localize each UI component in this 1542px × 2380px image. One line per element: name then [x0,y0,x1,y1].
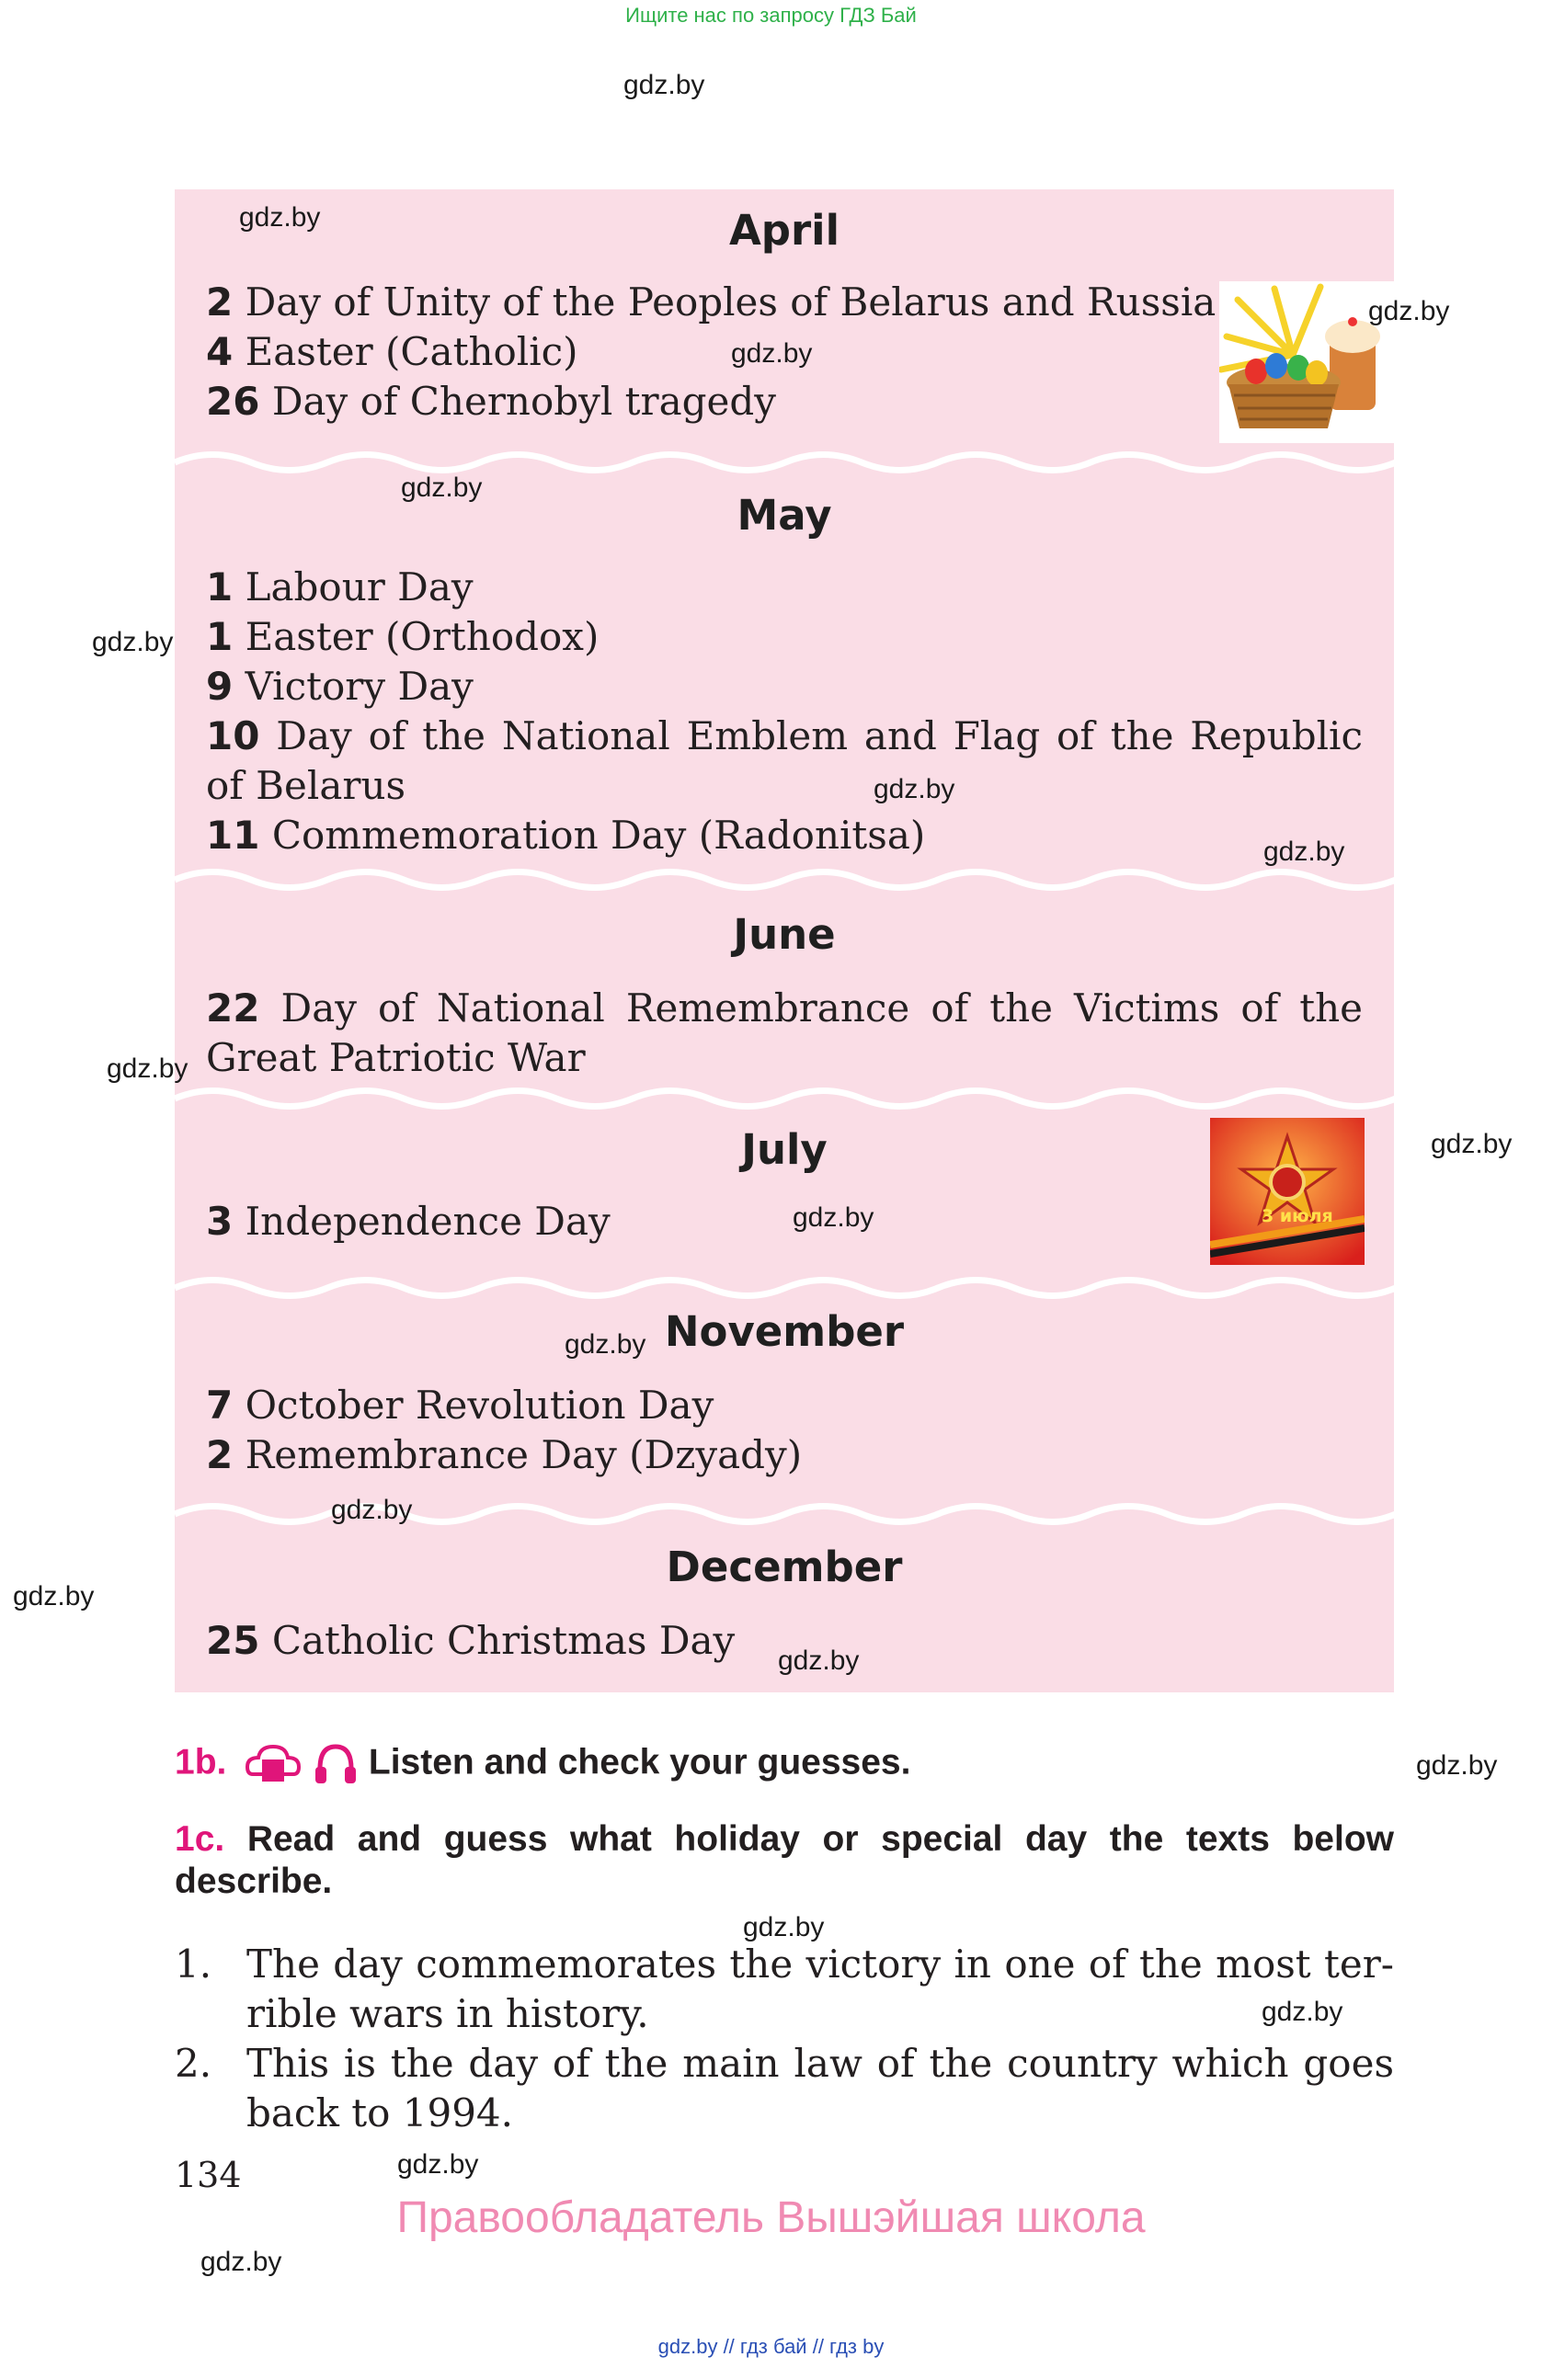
holiday-text: Victory Day [245,664,474,709]
month-heading-april: April [728,206,840,255]
month-heading-june: June [733,910,836,959]
watermark: gdz.by [1416,1750,1498,1781]
watermark: gdz.by [778,1646,860,1676]
headphones-icon [313,1741,359,1787]
watermark: gdz.by [874,774,955,804]
july-image-caption: 3 июля [1262,1206,1333,1226]
holiday-day: 9 [206,664,234,709]
holiday-day: 1 [206,614,234,659]
holiday-text: Day of Chernobyl tragedy [271,379,776,424]
holiday-day: 7 [206,1383,234,1428]
watermark: gdz.by [397,2149,479,2180]
holiday-text: Day of the National Emblem and Flag of the Republic of Belarus [206,713,1363,808]
month-heading-november: November [664,1307,905,1356]
watermark: gdz.by [1262,1997,1343,2027]
independence-day-illustration [1210,1118,1365,1265]
holiday-entry [206,1430,802,1480]
holiday-text: Day of Unity of the Peoples of Belarus and Russia [245,279,1216,325]
watermark: gdz.by [239,202,321,233]
exercise-number: 1b. [175,1742,227,1782]
month-heading-july: July [741,1125,828,1174]
footer-links: gdz.by // гдз бай // гдз by [657,2335,885,2358]
holiday-text: Easter (Orthodox) [245,614,600,659]
exercise-number: 1c. [175,1819,225,1859]
wave-divider [175,1272,1394,1304]
holiday-entry [206,563,474,612]
watermark: gdz.by [107,1053,188,1084]
holiday-text: October Revolution Day [245,1383,714,1428]
watermark: gdz.by [623,70,705,100]
list-item [175,1940,1394,2039]
holiday-day: 22 [206,985,260,1031]
holiday-entry [206,1381,714,1430]
holiday-day: 2 [206,279,234,325]
watermark: gdz.by [731,338,813,369]
holiday-entry [206,1616,735,1666]
watermark: gdz.by [401,473,483,503]
holiday-day: 3 [206,1199,234,1244]
wave-divider [175,1083,1394,1114]
exercise-1c [175,1818,1394,1903]
holiday-entry [206,712,1363,811]
watermark: gdz.by [92,627,174,657]
item-text: The day commemorates the victory in one of the most ter-rible wars in history. [246,1942,1394,2036]
holiday-day: 25 [206,1618,260,1663]
holiday-entry [206,612,599,662]
watermark: gdz.by [1431,1129,1513,1159]
watermark: gdz.by [200,2247,282,2277]
page-number: 134 [175,2155,242,2195]
holiday-text: Independence Day [245,1199,611,1244]
holiday-entry [206,984,1363,1083]
exercise-instruction: Read and guess what holiday or special day the texts below describe. [175,1819,1394,1901]
holiday-entry [206,377,776,427]
watermark: gdz.by [565,1329,646,1360]
holiday-text: Easter (Catholic) [245,329,578,374]
holiday-entry [206,278,1216,327]
item-text: This is the day of the main law of the country which goes back to 1994. [246,2041,1394,2135]
exercise-instruction: Listen and check your guesses. [368,1742,911,1782]
holiday-day: 26 [206,379,260,424]
holiday-day: 4 [206,329,234,374]
copyright-notice: Правообладатель Вышэйшая школа [396,2193,1146,2242]
holiday-day: 11 [206,813,260,858]
holiday-day: 2 [206,1432,234,1477]
holiday-text: Remembrance Day (Dzyady) [245,1432,803,1477]
month-heading-may: May [737,491,832,540]
holiday-entry [206,327,578,377]
watermark: gdz.by [331,1495,413,1525]
holiday-text: Catholic Christmas Day [271,1618,736,1663]
independence-day-picture [1210,1118,1365,1265]
holiday-text: Commemoration Day (Radonitsa) [271,813,926,858]
holiday-entry [206,811,925,860]
watermark: gdz.by [1263,837,1345,867]
item-number: 2. [175,2041,212,2086]
holiday-entry [206,662,474,712]
watermark: gdz.by [743,1912,825,1942]
exercise-1b [175,1741,910,1787]
watermark: gdz.by [1368,296,1450,326]
watermark: gdz.by [793,1202,874,1233]
top-note: Ищите нас по запросу ГДЗ Бай [625,4,917,27]
watermark: gdz.by [13,1581,95,1611]
holiday-day: 10 [206,713,260,758]
holiday-entry [206,1197,611,1247]
wave-divider [175,447,1394,478]
holiday-text: Day of National Remembrance of the Victims of the Great Patriotic War [206,985,1363,1080]
holiday-text: Labour Day [245,564,474,609]
holiday-day: 1 [206,564,234,609]
item-number: 1. [175,1942,212,1987]
month-heading-december: December [666,1543,903,1591]
list-item [175,2039,1394,2138]
cd-icon [246,1743,303,1785]
wave-divider [175,864,1394,895]
